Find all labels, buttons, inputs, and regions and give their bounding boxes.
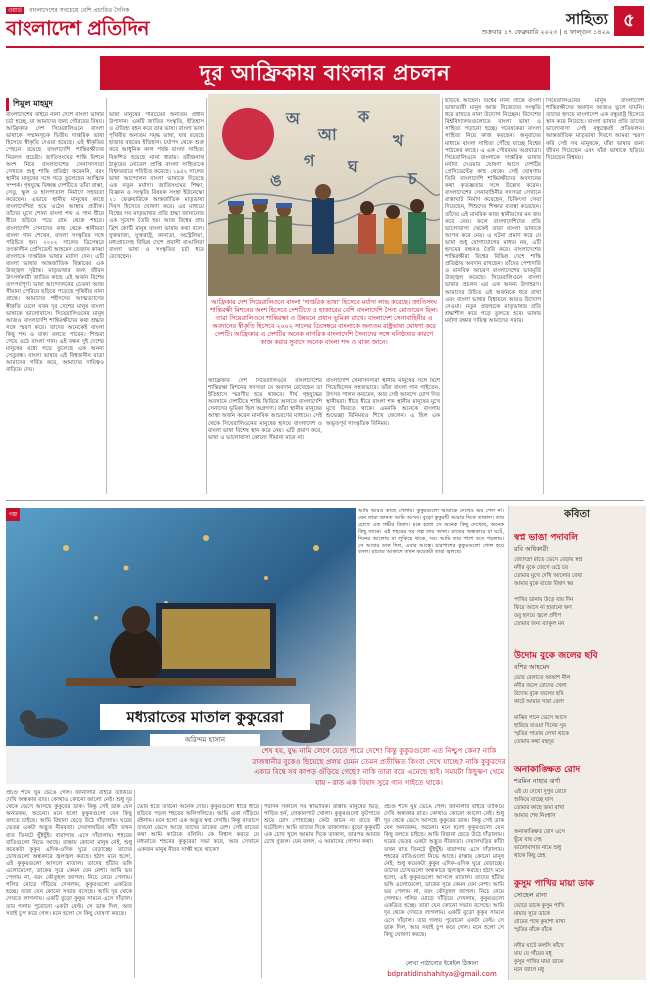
poem-4-author: সোহেল রানা	[514, 891, 547, 899]
poem-1-author: রবি অধিকারী	[514, 545, 549, 553]
svg-text:গ: গ	[304, 151, 315, 170]
poem-4-body: ভোরে ডাকে কুসুম পাখি মায়ার সুরে ডাকে গ্রামের পথে কুয়াশা মাখা স্মৃতির বাঁকে বাঁকে নদীর ঘাটে কলসি কাঁখে যায় যে গাঁয়ের বধূ কুসুম পাখির মায়া ডাকে মনে জাগে মধু	[514, 903, 566, 973]
poem-section-header: কবিতা	[564, 509, 590, 520]
footer-label: লেখা পাঠানোর ইমেইল ঠিকানা	[405, 960, 479, 967]
poem-1-body: জ্যোৎস্না রাতে ভেসে বেড়ায় স্বপ্ন নদীর বুকে জেগে ওঠে চর তোমার মুখে দেখি আলোর রেখা আমার বুকে বাজে বিষাদ স্বর পাখির ডানায় উড়ে যায় দিন ফিরে আসে না হারানো ক্ষণ তবু হৃদয়ে জ্বলে প্রদীপ তোমার জন্য ব্যাকুল মন	[514, 557, 583, 627]
lead-column-2: ভাষা মানুষের পরিচয়ের অন্যতম প্রধান উপাদান। একটি জাতির সংস্কৃতি, ইতিহাস ও ঐতিহ্য বহন করে তার ভাষা। বাংলা ভাষা পৃথিবীর অন্যতম সমৃদ্ধ ভাষা, যার রয়েছে হাজার বছরের ইতিহাস। চর্যাপদ থেকে শুরু করে আধুনিক কাল পর্যন্ত বাংলা সাহিত্য বিকশিত হয়েছে নানা ধারায়। রবীন্দ্রনাথ ঠাকুরের নোবেল প্রাপ্তি বাংলা সাহিত্যকে বিশ্বদরবারে পরিচিত করেছে। ১৯৫২ সালের ভাষা আন্দোলন বাংলা ভাষাকে দিয়েছে এক নতুন মর্যাদা। জাতিসংঘের শিক্ষা, বিজ্ঞান ও সংস্কৃতি বিষয়ক সংস্থা ইউনেস্কো ২১ ফেব্রুয়ারিকে আন্তর্জাতিক মাতৃভাষা দিবস হিসেবে ঘোষণা করে। এর মাধ্যমে বিশ্বের সব মাতৃভাষার প্রতি শ্রদ্ধা জানানোর এক সুযোগ তৈরি হয়। আজ বিশ্বের প্রায় ত্রিশ কোটি মানুষ বাংলা ভাষায় কথা বলে। যুক্তরাজ্য, যুক্তরাষ্ট্র, কানাডা, অস্ট্রেলিয়া, মধ্যপ্রাচ্যসহ বিভিন্ন দেশে প্রবাসী বাঙালিরা বাংলা ভাষা ও সংস্কৃতির চর্চা ধরে রেখেছেন।	[109, 112, 204, 260]
column-rule	[106, 98, 107, 494]
section-rule	[6, 500, 644, 501]
story-column-2: ভোর হতে তখনো অনেক দেরি। কুকুরগুলো ধীরে ধীরে ছড়িয়ে পড়ল শহরের অলিগলিতে। আমি একা দাঁড়িয়ে রইলাম। মনে হলো এক অদ্ভুত স্বপ্ন দেখছি। কিন্তু বাতাসে তখনো ভেসে আছে তাদের ডাকের রেশ। সেই রাতের কথা আমি কাউকে বলিনি। কে বিশ্বাস করবে যে মধ্যরাতে শহরের কুকুরেরা সভা করে, আর সেখানে একজন মানুষ নীরব সাক্ষী হয়ে থাকে?	[137, 804, 259, 853]
section-label: সাহিত্য	[565, 10, 608, 28]
poem-3-author: শরমিন নাহার ঝর্ণা	[514, 777, 561, 785]
story-column-right: আমি আরও কাছে গেলাম। কুকুরগুলো আমাকে দেখেও ভয় পেল না। যেন তারা জানত আমি আসব। বুড়ো কুকুরটি আমার দিকে তাকাল। তার চোখে এক গভীর বিষাদ। মনে হলো সে অনেক কিছু দেখেছে, অনেক কিছু জানে। এই শহরের সব গল্প তার জানা। রাতের অন্ধকারে যা ঘটে, দিনের আলোয় যা লুকিয়ে থাকে, সব। আমি তার পাশে বসে পড়লাম। সে আবার ডাক দিল, এবার আস্তে। চারপাশের কুকুরগুলো গোল হয়ে বসল। রাতের আকাশে তখন কয়েকটা তারা জ্বলছে।	[358, 508, 504, 556]
page-number: ৫	[614, 6, 644, 36]
masthead-rule	[6, 46, 644, 48]
svg-text:ঙ: ঙ	[270, 171, 282, 190]
story-column-3: পরদিন সকালে সব স্বাভাবিক। রাস্তায় মানুষের ভিড়, গাড়ির হর্ন, দোকানপাট খোলা। কুকুরগুলো ফুটপাতে শুয়ে রোদ পোহাচ্ছে। কেউ জানে না রাতে কী ঘটেছিল। আমি তাদের দিকে তাকালাম। বুড়ো কুকুরটি এক চোখ খুলে আমার দিকে তাকাল, তারপর আবার চোখ বুজল। যেন বলল, এ আমাদের গোপন কথা।	[264, 804, 380, 846]
svg-text:অ: অ	[286, 109, 300, 128]
column-rule	[206, 98, 207, 494]
newspaper-logo	[6, 6, 216, 42]
lead-column-3: আফ্রিকার দেশ সিয়েরালিওনে বাংলাদেশের শান্তিরক্ষা মিশনের সদস্যরা যে অবদান রেখেছেন তা ইতিহাসে স্মরণীয় হয়ে থাকবে। দীর্ঘ গৃহযুদ্ধের অবসানে দেশটিতে শান্তি ফিরিয়ে আনতে বাংলাদেশি সেনাদের ভূমিকা ছিল অগ্রগণ্য। তাঁরা স্থানীয় মানুষের আস্থা অর্জন করেন মানবিক আচরণের মাধ্যমে। সেই থেকে সিয়েরালিওনের মানুষের হৃদয়ে বাংলাদেশ ও বাংলা ভাষা বিশেষ স্থান করে নেয়। এটি প্রমাণ করে, ভাষা ও ভালোবাসা কোনো সীমানা মানে না।	[208, 378, 322, 441]
footer-email[interactable]: bdpratidinshahitya@gmail.com	[387, 970, 497, 978]
lead-headline: দূর আফ্রিকায় বাংলার প্রচলন	[100, 56, 550, 90]
poem-1-title: স্বপ্ন ভাঙা পদাবলি	[514, 533, 578, 543]
svg-text:ঘ: ঘ	[348, 157, 358, 176]
logo-name: বাংলাদেশ প্রতিদিন	[6, 16, 149, 40]
svg-text:খ: খ	[393, 131, 404, 150]
column-rule	[261, 804, 262, 978]
lead-column-5: ছড়িয়ে আছেন। বিশ্বের নানা প্রান্তে বাংলা ভাষাভাষী মানুষ আজ নিজেদের সংস্কৃতি ধরে রাখতে নানা উদ্যোগ নিচ্ছেন। বিদেশের বিশ্ববিদ্যালয়গুলোতে বাংলা ভাষা ও সাহিত্য পড়ানো হচ্ছে। গবেষকেরা বাংলা সাহিত্য নিয়ে কাজ করছেন। অনুবাদের মাধ্যমে বাংলা সাহিত্য পৌঁছে যাচ্ছে বিশ্বের পাঠকের কাছে। এ এক গৌরবময় অগ্রযাত্রা। সিয়েরালিওনে বাংলাকে দাপ্তরিক ভাষার মর্যাদা দেওয়ার ঘোষণা আসে দেশটির প্রেসিডেন্টের কাছ থেকে। সেই ঘোষণায় তিনি বাংলাদেশি শান্তিরক্ষীদের অবদানের কথা কৃতজ্ঞতার সঙ্গে উল্লেখ করেন। বাংলাদেশের সেনাবাহিনীর সদস্যরা সেখানে রাস্তাঘাট নির্মাণ করেছেন, চিকিৎসা সেবা দিয়েছেন, শিশুদের শিক্ষার ব্যবস্থা করেছেন। তাঁদের এই মানবিক কাজ স্থানীয়দের মন জয় করে নেয়। ফলে বাংলাদেশিদের প্রতি ভালোবাসা থেকেই তারা বাংলা ভাষাকে আপন করে নেয়। এ ঘটনা প্রমাণ করে যে ভাষা শুধু যোগাযোগের মাধ্যম নয়, এটি হৃদয়ের বন্ধনও তৈরি করে। বাংলাদেশের শান্তিরক্ষীরা বিশ্বের বিভিন্ন দেশে শান্তি প্রতিষ্ঠায় অবদান রাখছেন। তাঁদের পেশাদারি ও মানবিক আচরণ বাংলাদেশের ভাবমূর্তি উজ্জ্বল করেছে। সিয়েরালিওনে বাংলা ভাষার প্রচলন এর এক অনন্য উদাহরণ। আমাদের উচিত এই অর্জনকে ধরে রাখা এবং বাংলা ভাষার বিশ্বায়নে আরও উদ্যোগ নেওয়া। নতুন প্রজন্মকে মাতৃভাষার প্রতি শ্রদ্ধাশীল করে গড়ে তুলতে হবে। ভাষার মর্যাদা রক্ষার দায়িত্ব আমাদের সবার।	[445, 98, 541, 324]
lead-illustration	[208, 94, 440, 296]
story-title: মধ্যরাতের মাতাল কুকুরেরা	[100, 704, 310, 730]
svg-text:ক: ক	[358, 107, 370, 126]
story-column-4: প্রচণ্ড শব্দে ঘুম ভেঙে গেল। জানালার বাইরে তাকিয়ে দেখি অন্ধকার রাত। কোথাও কোনো আলো নেই। শুধু দূর থেকে ভেসে আসছে কুকুরের ডাক। কিন্তু সেই ডাক যেন অন্যরকম, অচেনা। মনে হলো কুকুরগুলো যেন কিছু বলতে চাইছে। আমি বিছানা ছেড়ে উঠে দাঁড়ালাম। ঘরের ভেতর একটা অদ্ভুত নীরবতা। দেয়ালঘড়ির কাঁটা তখন রাত তিনটে ছুঁইছুঁই। বারান্দায় এসে দাঁড়ালাম। শহরের বাতিগুলো নিভে আছে। রাস্তায় কোনো মানুষ নেই, শুধু কয়েকটা কুকুর এদিক-ওদিক ঘুরে বেড়াচ্ছে। তাদের চোখগুলো অন্ধকারে জ্বলজ্বল করছে। হঠাৎ মনে হলো, এই কুকুরগুলো আসলে মাতাল। তাদের হাঁটার ভঙ্গি এলোমেলো, ডাকের সুরে কেমন যেন নেশা। আমি ভয় পেলাম না, বরং কৌতূহল জাগল। নিচে নেমে গেলাম। গলির মোড়ে দাঁড়িয়ে দেখলাম, কুকুরগুলো একত্রিত হচ্ছে। তারা যেন কোনো সভায় বসেছে। আমি দূর থেকে দেখতে লাগলাম। একটি বুড়ো কুকুর সামনে এসে দাঁড়াল। তার গলায় পুরোনো একটা বেল্ট। সে ডাক দিল, আর সবাই চুপ করে গেল। মনে হলো সে কিছু ঘোষণা করছে।	[384, 804, 504, 938]
story-tag: গল্প	[6, 508, 20, 521]
lead-column-1: বাংলাদেশের বাইরে নানা দেশে বাংলা ভাষার চর্চা হচ্ছে, যা আমাদের জন্য গৌরবের বিষয়। আফ্রিকার দেশ সিয়েরালিওনে বাংলা ভাষাকে সম্মানসূচক দ্বিতীয় দাপ্তরিক ভাষা হিসেবে স্বীকৃতি দেওয়া হয়েছে। এই স্বীকৃতির পেছনে রয়েছে বাংলাদেশি শান্তিরক্ষীদের নিরলস প্রচেষ্টা। জাতিসংঘের শান্তি মিশনে অংশ নিয়ে বাংলাদেশের সেনাসদস্যরা সেখানে শুধু শান্তি প্রতিষ্ঠা করেননি, বরং স্থানীয় মানুষের সঙ্গে গড়ে তুলেছেন আত্মিক সম্পর্ক। গৃহযুদ্ধে বিধ্বস্ত দেশটিতে তাঁরা রাস্তা, সেতু, স্কুল ও হাসপাতাল নির্মাণে সহায়তা করেছেন। এভাবে স্থানীয় মানুষের কাছে বাংলাদেশিরা হয়ে ওঠেন আস্থার প্রতীক। তাঁদের মুখে শোনা বাংলা শব্দ ও গান ধীরে ধীরে ছড়িয়ে পড়ে গ্রাম থেকে শহরে। বাংলাদেশি সেনাদের কাছ থেকে স্থানীয়রা বাংলা গান শেখেন, বাংলা সংস্কৃতির সঙ্গে পরিচিত হন। ২০০২ সালের ডিসেম্বরে তৎকালীন প্রেসিডেন্ট আহমেদ তেজান কাব্বা বাংলাকে দাপ্তরিক ভাষার মর্যাদা দেন। এটি বাংলা ভাষার আন্তর্জাতিক বিস্তারের এক উজ্জ্বল দৃষ্টান্ত। মাতৃভাষার জন্য জীবন উৎসর্গকারী জাতির কাছে এই অর্জন বিশেষ তাৎপর্যপূর্ণ। ভাষা আন্দোলনের চেতনা আজ সীমানা পেরিয়ে ছড়িয়ে পড়েছে পৃথিবীর নানা প্রান্তে। আমাদের শহীদদের আত্মত্যাগের স্বীকৃতি মেলে যখন দূর দেশের মানুষ বাংলা ভাষাকে ভালোবাসে। সিয়েরালিওনের মানুষ আজও বাংলাদেশি শান্তিরক্ষীদের কথা শ্রদ্ধার সঙ্গে স্মরণ করে। তাদের অনেকেই বাংলা কিছু শব্দ ও বাক্য বলতে পারেন। শিশুরা গেয়ে ওঠে বাংলা গান। এই বন্ধন দুই দেশের মানুষের মধ্যে গড়ে তুলেছে এক অনন্য সেতুবন্ধ। বাংলা ভাষার এই বিশ্বজনীন যাত্রা আমাদের গর্বিত করে, আমাদের দায়িত্বও বাড়িয়ে দেয়।	[6, 112, 104, 374]
lead-caption: আফ্রিকার দেশ সিয়েরালিওনে বাংলা 'দাপ্তরিক ভাষা' হিসেবে মর্যাদা লাভ করেছে। জাতিসংঘ শান্তিরক্ষী মিশনের অংশ হিসেবে দেশটিতে ৫ হাজারের বেশি বাংলাদেশি সৈন্য মোতায়েন ছিল। তারা সিয়েরালিওনে শান্তিরক্ষা ও উন্নয়নে প্রধান ভূমিকা রাখে। বাংলাদেশ সেনাবাহিনীর এ অবদানের স্বীকৃতি হিসেবে ২০০২ সালের ডিসেম্বরে বাংলাকে অন্যতম রাষ্ট্রভাষা ঘোষণা করে দেশটি। আফ্রিকার এ দেশটির অনেক নাগরিক বাংলাদেশি সৈন্যদের সঙ্গে ঘনিষ্ঠতার কারণে কাজ করার সুবাদে অনেক বাংলা শব্দ ও বাক্য জানে।	[210, 299, 438, 346]
lead-column-4: বাংলাদেশি সেনাসদস্যরা স্থানীয় মানুষের সঙ্গে মিশে গিয়েছিলেন সহজভাবে। তাঁরা বাংলা গান গাইতেন, উৎসব পালন করতেন, আর সেই আনন্দে যোগ দিত স্থানীয়রা। ধীরে ধীরে বাংলা শব্দ স্থানীয় মানুষের মুখে মুখে ফিরতে থাকে। এমনকি অনেকে বাংলায় শুভেচ্ছা বিনিময়ও শিখে ফেলেন। এ ছিল এক অভূতপূর্ব সাংস্কৃতিক বিনিময়।	[326, 378, 440, 427]
footer-submission	[380, 958, 504, 978]
svg-text:চ: চ	[408, 169, 417, 188]
poem-4-title: কুসুম পাখির মায়া ডাক	[514, 879, 594, 889]
column-rule	[442, 98, 443, 494]
poem-2-author: বশির আহমেদ	[514, 663, 550, 671]
logo-pill: ওয়ার্ড	[8, 7, 23, 14]
column-rule	[543, 98, 544, 494]
poem-2-title: উদোম বুকে জলের ছবি	[514, 651, 598, 661]
lead-byline: শিমুল মাহমুদ	[6, 98, 156, 111]
logo-tagline: বাংলাদেশের সবচেয়ে বেশি প্রচারিত দৈনিক	[29, 7, 130, 14]
column-rule	[134, 790, 135, 978]
poem-3-title: অনাকাঙ্ক্ষিত রোদ	[514, 765, 581, 775]
lead-column-6: সিয়েরালিওনের মানুষ বাংলাদেশি শান্তিরক্ষীদের অবদান আজও ভুলে যায়নি। তাদের হৃদয়ে বাংলাদেশ এক বন্ধুরাষ্ট্র হিসেবে স্থান করে নিয়েছে। বাংলা ভাষার প্রতি তাদের ভালোবাসা সেই বন্ধুত্বেরই প্রতিফলন। আন্তর্জাতিক মাতৃভাষা দিবসে আমরা স্মরণ করি সেই সব মানুষকে, যাঁরা ভাষার জন্য জীবন দিয়েছেন এবং যাঁরা ভাষাকে ছড়িয়ে দিয়েছেন বিশ্বময়।	[546, 98, 644, 161]
poem-3-body: এই যে দেখো দুপুর রোদে শুকিয়ে যাচ্ছে ঘাস তোমার কাছে জমা রাখা আমার শেষ নিঃশ্বাস অনাকাঙ্ক্ষিত রোদ এসে ছুঁয়ে যায় দেহ ভালোবাসার নামে শুধু থাকে কিছু স্নেহ	[514, 789, 567, 859]
svg-text:আ: আ	[318, 125, 337, 144]
poem-2-body: ভোর বেলাতে আকাশ নীল নদীর জলে রোদের খেলা উদোম বুকে জলের ছবি কাটে আমার সারা বেলা মাঝির গানে ভেসে আসে হারিয়ে যাওয়া দিনের সুর স্মৃতির পাতায় লেখা থাকে তোমার কথা বহুদূর	[514, 675, 571, 745]
dateline: শুক্রবার ১৭ ফেব্রুয়ারি ২০২৩ | ৪ ফাল্গুন ১৪২৯	[481, 28, 610, 36]
masthead	[6, 4, 644, 46]
story-pull-quote: শেষ হয়, যুদ্ধ নামি লেগে যেতে পারে দেশে! কিন্তু কুকুরগুলো এত নিশ্চুপ কেন? নাকি রাজধানীর বুকেও ছিয়েছে প্রলয় যেমন তেমন প্রতীক্ষিত কিংবা দেখে যাচ্ছে? নাকি কুকুরদের একার বিশ্বে সব কাপড় গুঁড়িয়ে গেছে? নাকি তারা বয়ে এনেছে ছাই। সময়টা কিছুক্ষণ থেমে যায় - রাত এক বিষাদ সুরে গান গাইতে থাকে।	[252, 746, 506, 787]
story-author: অরিন্দম হাসান	[150, 734, 260, 746]
story-column-1: প্রচণ্ড শব্দে ঘুম ভেঙে গেল। জানালার বাইরে তাকিয়ে দেখি অন্ধকার রাত। কোথাও কোনো আলো নেই। শুধু দূর থেকে ভেসে আসছে কুকুরের ডাক। কিন্তু সেই ডাক যেন অন্যরকম, অচেনা। মনে হলো কুকুরগুলো যেন কিছু বলতে চাইছে। আমি বিছানা ছেড়ে উঠে দাঁড়ালাম। ঘরের ভেতর একটা অদ্ভুত নীরবতা। দেয়ালঘড়ির কাঁটা তখন রাত তিনটে ছুঁইছুঁই। বারান্দায় এসে দাঁড়ালাম। শহরের বাতিগুলো নিভে আছে। রাস্তায় কোনো মানুষ নেই, শুধু কয়েকটা কুকুর এদিক-ওদিক ঘুরে বেড়াচ্ছে। তাদের চোখগুলো অন্ধকারে জ্বলজ্বল করছে। হঠাৎ মনে হলো, এই কুকুরগুলো আসলে মাতাল। তাদের হাঁটার ভঙ্গি এলোমেলো, ডাকের সুরে কেমন যেন নেশা। আমি ভয় পেলাম না, বরং কৌতূহল জাগল। নিচে নেমে গেলাম। গলির মোড়ে দাঁড়িয়ে দেখলাম, কুকুরগুলো একত্রিত হচ্ছে। তারা যেন কোনো সভায় বসেছে। আমি দূর থেকে দেখতে লাগলাম। একটি বুড়ো কুকুর সামনে এসে দাঁড়াল। তার গলায় পুরোনো একটা বেল্ট। সে ডাক দিল, আর সবাই চুপ করে গেল। মনে হলো সে কিছু ঘোষণা করছে।	[6, 790, 132, 917]
